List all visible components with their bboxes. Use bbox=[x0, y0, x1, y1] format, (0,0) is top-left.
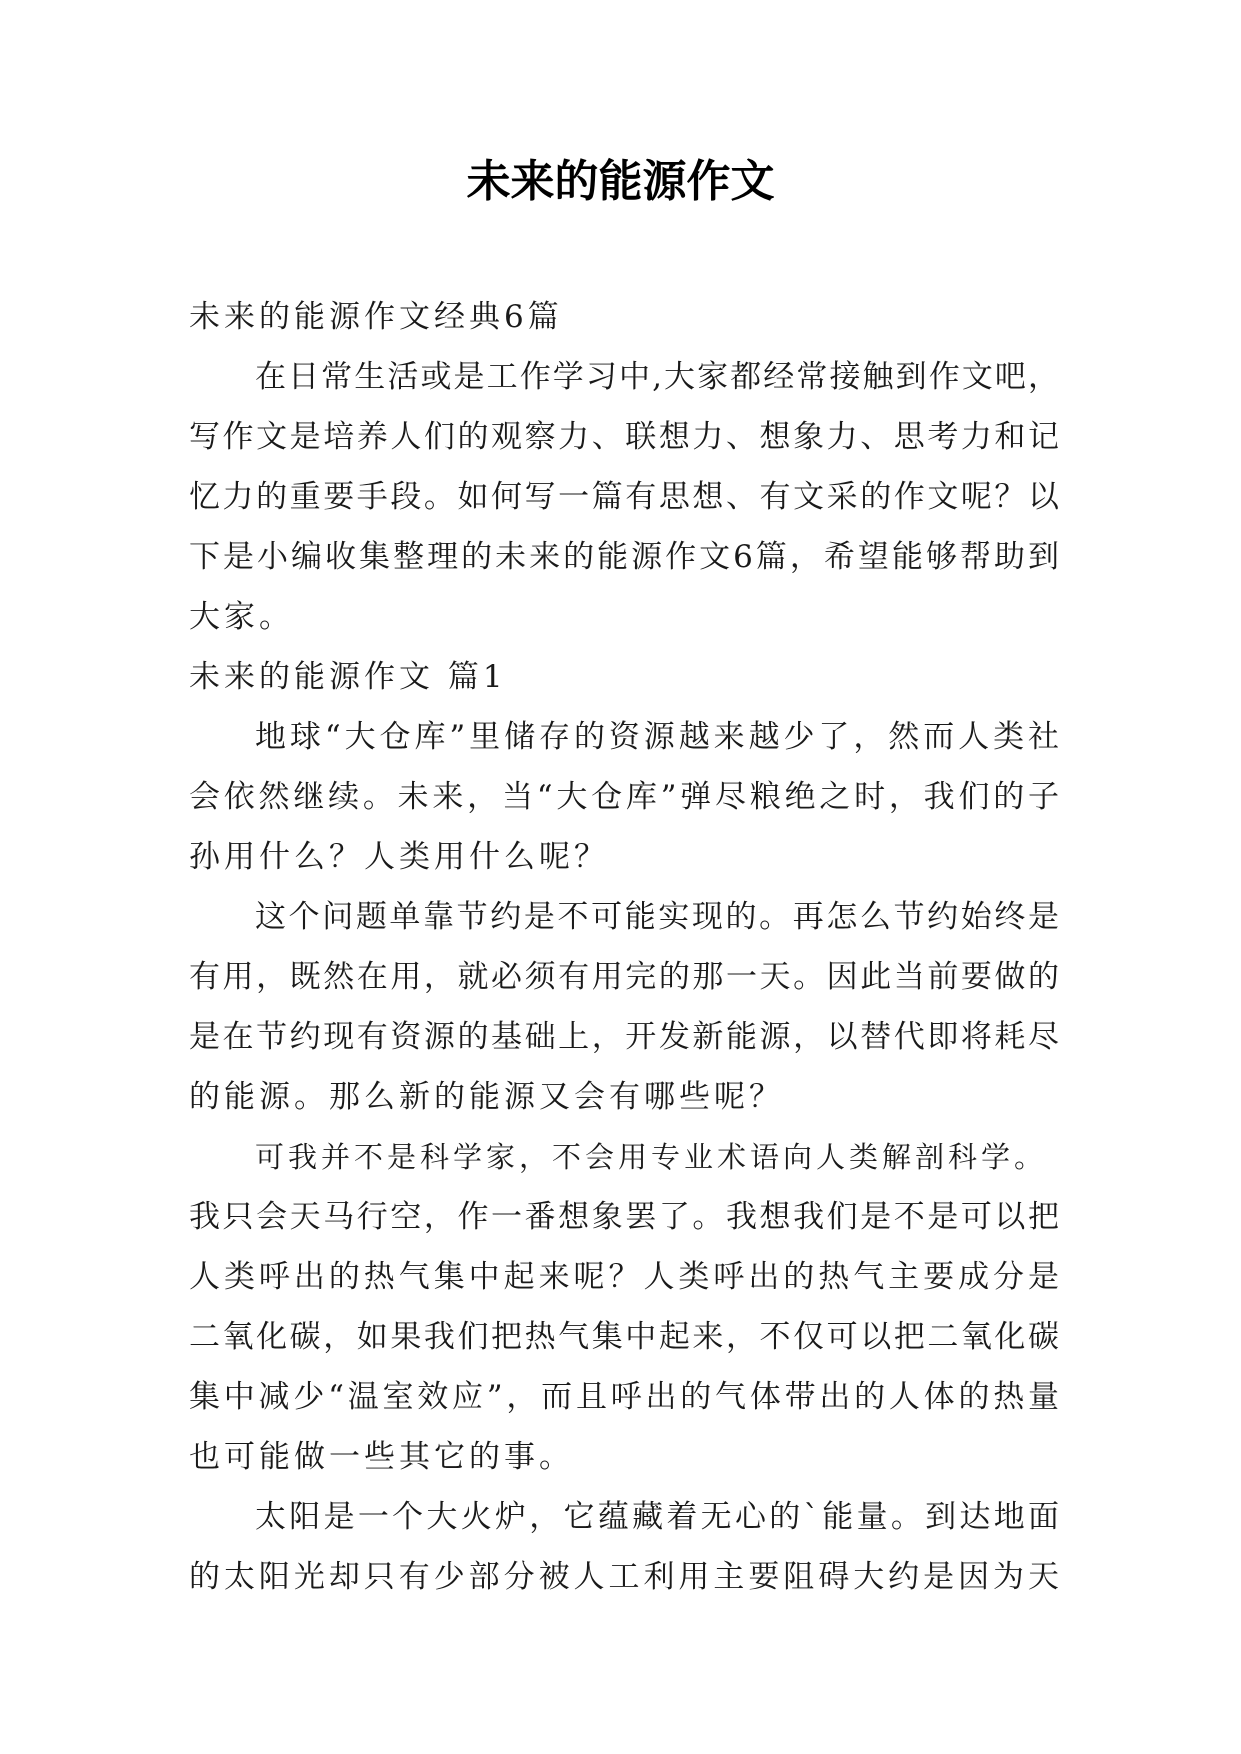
paragraph-line: 我只会天马行空，作一番想象罢了。我想我们是不是可以把 bbox=[189, 1199, 1059, 1235]
section-heading: 未来的能源作文 篇1 bbox=[189, 659, 507, 695]
paragraph-line: 忆力的重要手段。如何写一篇有思想、有文采的作文呢？以 bbox=[189, 479, 1059, 515]
paragraph-line: 集中减少“温室效应”，而且呼出的气体带出的人体的热量 bbox=[189, 1379, 1059, 1415]
paragraph-line: 的太阳光却只有少部分被人工利用主要阻碍大约是因为天 bbox=[189, 1559, 1059, 1595]
document-body bbox=[189, 287, 1059, 1607]
paragraph-line: 二氧化碳，如果我们把热气集中起来，不仅可以把二氧化碳 bbox=[189, 1319, 1059, 1355]
paragraph-line: 人类呼出的热气集中起来呢？人类呼出的热气主要成分是 bbox=[189, 1259, 1059, 1295]
document-title: 未来的能源作文 bbox=[466, 156, 775, 207]
paragraph-line: 地球“大仓库”里储存的资源越来越少了，然而人类社 bbox=[255, 719, 1059, 755]
paragraph-line: 大家。 bbox=[189, 599, 294, 635]
paragraph-line: 会依然继续。未来，当“大仓库”弹尽粮绝之时，我们的子 bbox=[189, 779, 1059, 815]
paragraph-line: 在日常生活或是工作学习中,大家都经常接触到作文吧， bbox=[255, 359, 1059, 395]
paragraph-line: 下是小编收集整理的未来的能源作文6篇，希望能够帮助到 bbox=[189, 539, 1059, 575]
paragraph-line: 这个问题单靠节约是不可能实现的。再怎么节约始终是 bbox=[255, 899, 1059, 935]
paragraph-line: 孙用什么？人类用什么呢？ bbox=[189, 839, 609, 875]
paragraph-line: 可我并不是科学家，不会用专业术语向人类解剖科学。 bbox=[255, 1140, 1048, 1174]
paragraph-line: 的能源。那么新的能源又会有哪些呢？ bbox=[189, 1079, 784, 1115]
paragraph-line: 也可能做一些其它的事。 bbox=[189, 1439, 574, 1475]
paragraph-line: 是在节约现有资源的基础上，开发新能源，以替代即将耗尽 bbox=[189, 1019, 1059, 1055]
paragraph-line: 太阳是一个大火炉，它蕴藏着无心的`能量。到达地面 bbox=[255, 1499, 1059, 1535]
paragraph-line: 写作文是培养人们的观察力、联想力、想象力、思考力和记 bbox=[189, 419, 1059, 455]
subtitle-line: 未来的能源作文经典6篇 bbox=[189, 299, 563, 335]
paragraph-line: 有用，既然在用，就必须有用完的那一天。因此当前要做的 bbox=[189, 959, 1059, 995]
